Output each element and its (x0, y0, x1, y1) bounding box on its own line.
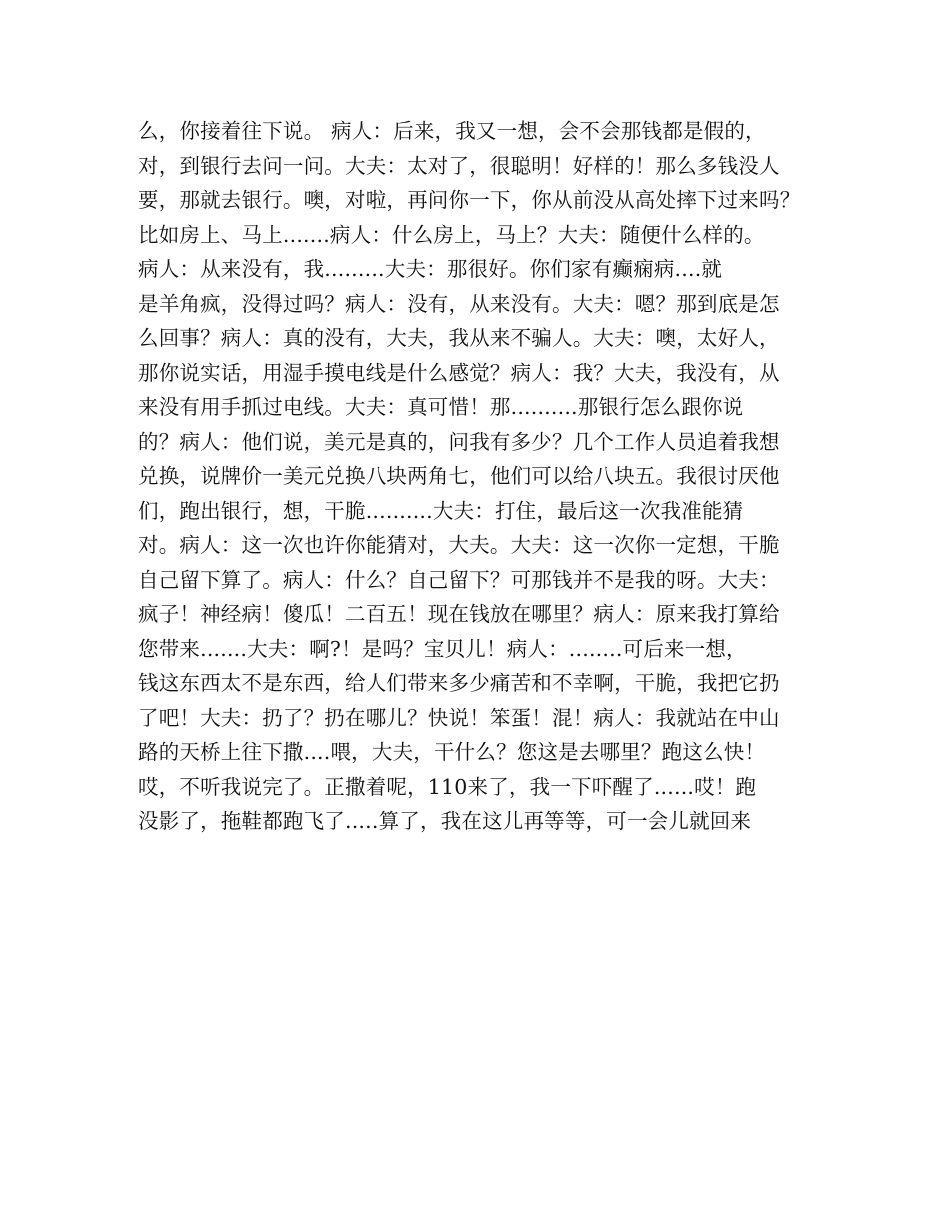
text-line: 兑换，说牌价一美元兑换八块两角七，他们可以给八块五。我很讨厌他 (138, 464, 780, 488)
text-line: 路的天桥上往下撒....喂，大夫，干什么？您这是去哪里？跑这么快！ (138, 740, 766, 764)
text-line: 了吧！大夫：扔了？扔在哪儿？快说！笨蛋！混！病人：我就站在中山 (138, 705, 780, 730)
text-line: 您带来.......大夫：啊?！是吗？宝贝儿！病人：........可后来一想， (138, 636, 747, 661)
body-text (138, 114, 828, 839)
text-line: 的？病人：他们说，美元是真的，问我有多少？几个工作人员追着我想 (138, 429, 780, 454)
text-line: 对。病人：这一次也许你能猜对，大夫。大夫：这一次你一定想，干脆 (138, 533, 780, 557)
text-line: 来没有用手抓过电线。大夫：真可惜！那..........那银行怎么跟你说 (138, 395, 744, 419)
text-line: 没影了，拖鞋都跑飞了.....算了，我在这儿再等等，可一会儿就回来 (138, 809, 752, 833)
text-line: 钱这东西太不是东西，给人们带来多少痛苦和不幸啊，干脆，我把它扔 (138, 671, 780, 695)
text-line: 哎，不听我说完了。正撒着呢，110来了，我一下吓醒了......哎！跑 (138, 774, 757, 799)
text-line: 是羊角疯，没得过吗？病人：没有，从来没有。大夫：嗯？那到底是怎 (138, 291, 780, 316)
text-line: 病人：从来没有，我.........大夫：那很好。你们家有癫痫病....就 (138, 257, 723, 281)
text-line: 要，那就去银行。噢，对啦，再问你一下，你从前没从高处摔下过来吗？ (138, 188, 801, 212)
text-line: 们，跑出银行，想，干脆..........大夫：打住，最后这一次我准能猜 (138, 498, 744, 523)
text-line: 比如房上、马上.......病人：什么房上，马上？大夫：随便什么样的。 (138, 222, 765, 247)
text-line: 么回事？病人：真的没有，大夫，我从来不骗人。大夫：噢，太好人， (138, 326, 780, 350)
text-line: 么，你接着往下说。 病人：后来，我又一想，会不会那钱都是假的， (138, 119, 766, 143)
text-line: 对，到银行去问一问。大夫：太对了，很聪明！好样的！那么多钱没人 (138, 153, 780, 178)
text-line: 自己留下算了。病人：什么？自己留下？可那钱并不是我的呀。大夫： (138, 567, 780, 592)
text-line: 疯子！神经病！傻瓜！二百五！现在钱放在哪里？病人：原来我打算给 (138, 602, 780, 626)
text-line: 那你说实话，用湿手摸电线是什么感觉？病人：我？大夫，我没有，从 (138, 360, 780, 385)
